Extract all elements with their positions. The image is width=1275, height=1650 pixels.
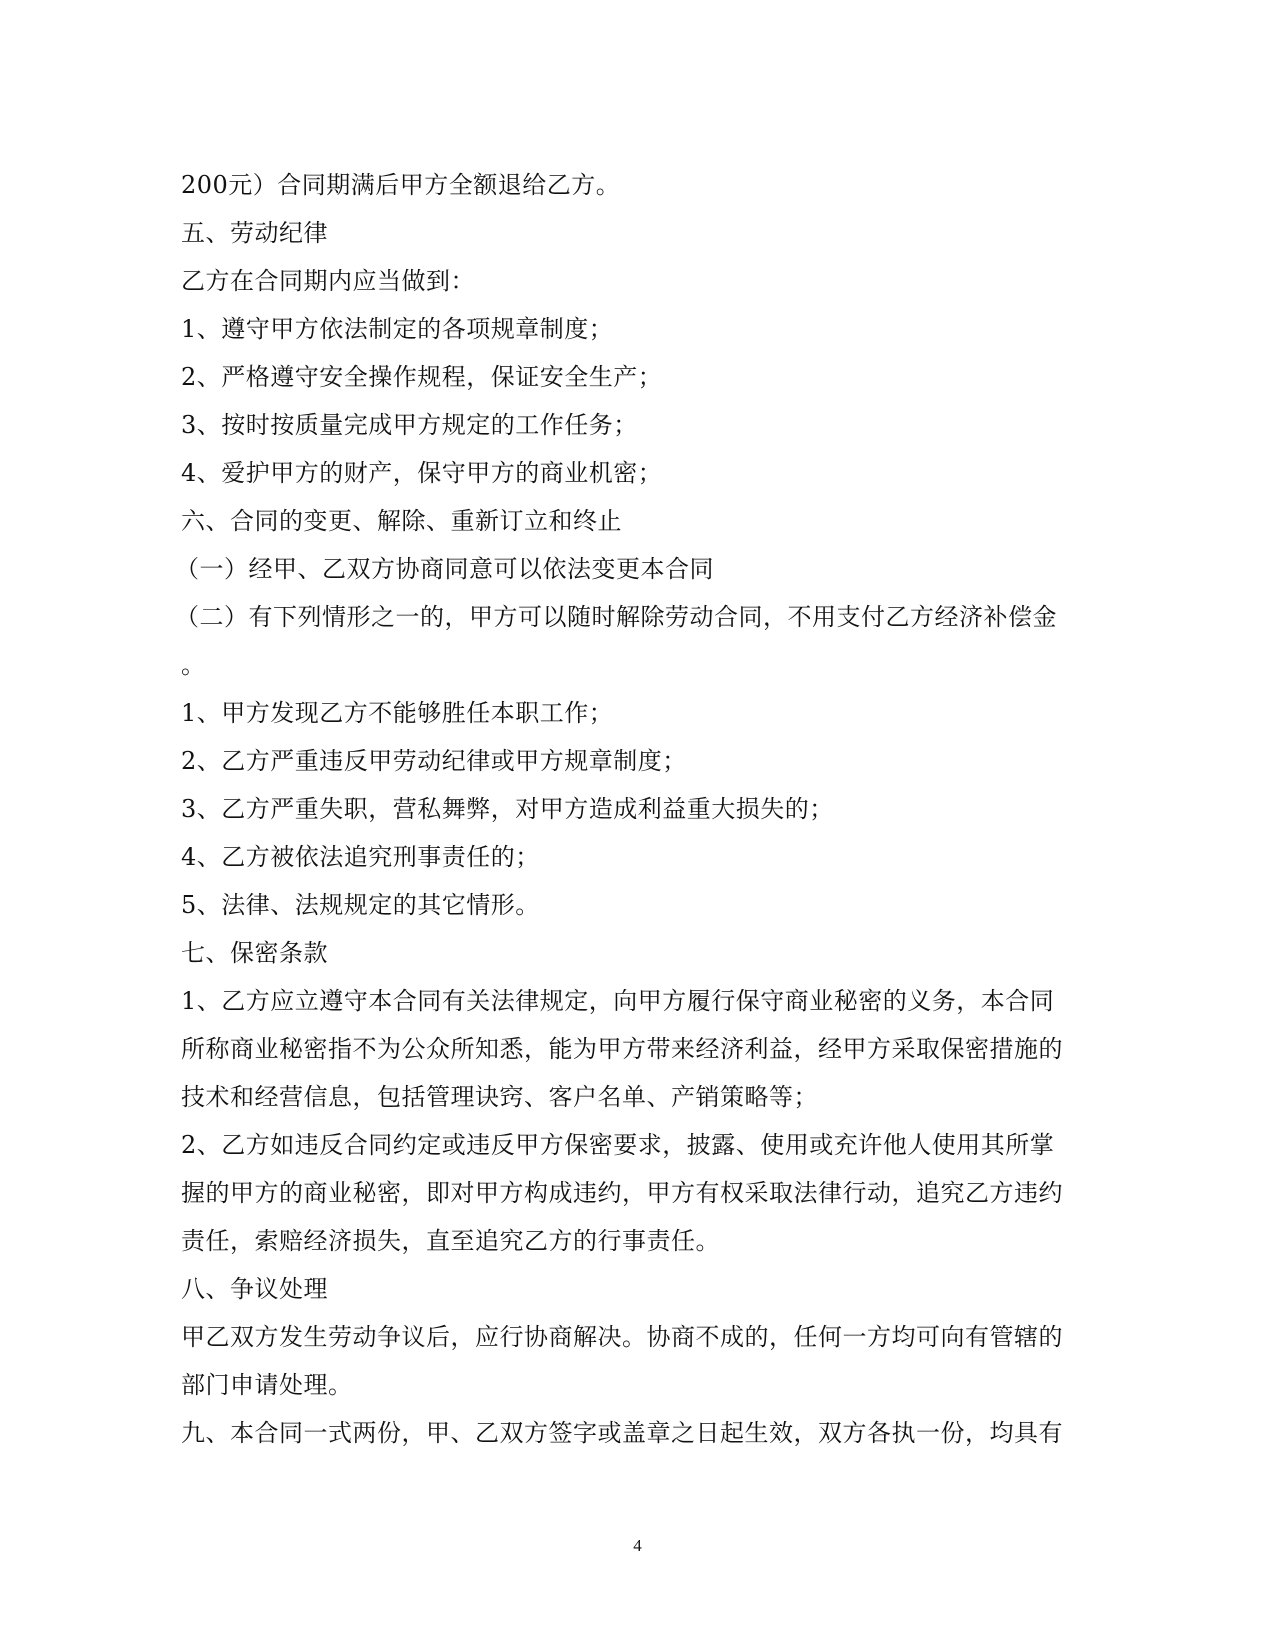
text-line: 所称商业秘密指不为公众所知悉，能为甲方带来经济利益，经甲方采取保密措施的 — [181, 1035, 1063, 1063]
text-line: 部门申请处理。 — [181, 1371, 353, 1399]
text-line: 甲乙双方发生劳动争议后，应行协商解决。协商不成的，任何一方均可向有管辖的 — [181, 1323, 1063, 1351]
document-body — [175, 161, 1081, 1457]
section-heading: 六、合同的变更、解除、重新订立和终止 — [181, 507, 622, 535]
list-item: 4、乙方被依法追究刑事责任的； — [181, 843, 540, 871]
list-item: 4、爱护甲方的财产，保守甲方的商业机密； — [181, 459, 663, 487]
text-line: 200元）合同期满后甲方全额退给乙方。 — [181, 171, 621, 199]
list-item: 2、严格遵守安全操作规程，保证安全生产； — [181, 363, 663, 391]
list-item: 2、乙方严重违反甲劳动纪律或甲方规章制度； — [181, 747, 687, 775]
list-item: 2、乙方如违反合同约定或违反甲方保密要求，披露、使用或充许他人使用其所掌 — [181, 1131, 1055, 1159]
section-heading: 七、保密条款 — [181, 939, 328, 967]
text-line: 责任，索赔经济损失，直至追究乙方的行事责任。 — [181, 1227, 720, 1255]
text-line: 。 — [181, 651, 206, 679]
list-item: 3、乙方严重失职，营私舞弊，对甲方造成利益重大损失的； — [181, 795, 834, 823]
list-item: 1、乙方应立遵守本合同有关法律规定，向甲方履行保守商业秘密的义务，本合同 — [181, 987, 1055, 1015]
text-line: 握的甲方的商业秘密，即对甲方构成违约，甲方有权采取法律行动，追究乙方违约 — [181, 1179, 1063, 1207]
sub-clause: （一）经甲、乙双方协商同意可以依法变更本合同 — [175, 555, 714, 583]
section-heading: 八、争议处理 — [181, 1275, 328, 1303]
section-heading: 五、劳动纪律 — [181, 219, 328, 247]
list-item: 1、遵守甲方依法制定的各项规章制度； — [181, 315, 614, 343]
text-line: 乙方在合同期内应当做到： — [181, 267, 475, 295]
page-number: 4 — [633, 1536, 642, 1555]
list-item: 5、法律、法规规定的其它情形。 — [181, 891, 540, 919]
text-line: 技术和经营信息，包括管理诀窍、客户名单、产销策略等； — [181, 1083, 818, 1111]
section-heading: 九、本合同一式两份，甲、乙双方签字或盖章之日起生效，双方各执一份，均具有 — [181, 1419, 1063, 1447]
list-item: 1、甲方发现乙方不能够胜任本职工作； — [181, 699, 614, 727]
sub-clause: （二）有下列情形之一的，甲方可以随时解除劳动合同，不用支付乙方经济补偿金 — [175, 603, 1057, 631]
list-item: 3、按时按质量完成甲方规定的工作任务； — [181, 411, 638, 439]
